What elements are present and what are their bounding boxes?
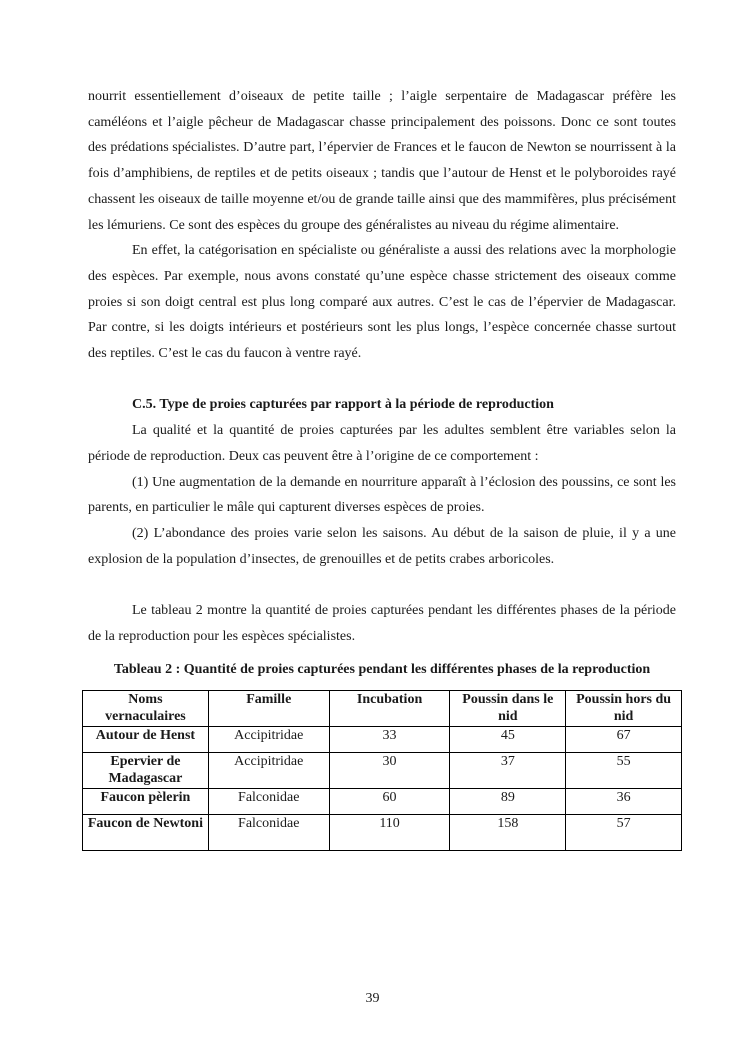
paragraph-4: (1) Une augmentation de la demande en nourriture apparaît à l’éclosion des poussins, ce sont les parents, en particulier le mâle qui capturent diverses espèces de proies. — [88, 474, 676, 516]
table-header-row — [83, 691, 682, 727]
page-number: 39 — [365, 991, 380, 1006]
incubation-cell: 30 — [329, 753, 450, 789]
fledgling-out-nest-cell: 67 — [566, 727, 682, 753]
table-row — [83, 753, 682, 789]
paragraph-5: (2) L’abondance des proies varie selon les saisons. Au début de la saison de pluie, il y a une explosion de la population d’insectes, de grenouilles et de petits crabes arboricoles. — [88, 525, 676, 567]
header-cell: Incubation — [329, 691, 450, 727]
fledgling-out-nest-cell: 55 — [566, 753, 682, 789]
nestling-in-nest-cell: 37 — [450, 753, 566, 789]
paragraph-1: nourrit essentiellement d’oiseaux de petite taille ; l’aigle serpentaire de Madagascar préfère les caméléons et l’aigle pêcheur de Madagascar chasse principalement des poissons. Donc ce sont toutes des prédations spécialistes. D’autre part, l’épervier de Frances et le faucon de Newton se nourrissent à la fois d’amphibiens, de reptiles et de petits oiseaux ; tandis que l’autour de Henst et le polyboroides rayé chassent les oiseaux de taille moyenne et/ou de grande taille ainsi que des mammifères, plus précisément les lémuriens. Ce sont des espèces du groupe des généralistes au niveau du régime alimentaire. — [88, 89, 676, 233]
nestling-in-nest-cell: 89 — [450, 789, 566, 815]
header-cell: Poussin dans le nid — [450, 691, 566, 727]
fledgling-out-nest-cell: 57 — [566, 815, 682, 851]
species-name-cell: Autour de Henst — [83, 727, 209, 753]
incubation-cell: 60 — [329, 789, 450, 815]
fledgling-out-nest-cell: 36 — [566, 789, 682, 815]
table-row — [83, 789, 682, 815]
family-cell: Accipitridae — [208, 727, 329, 753]
header-cell: Noms vernaculaires — [83, 691, 209, 727]
nestling-in-nest-cell: 45 — [450, 727, 566, 753]
header-cell: Poussin hors du nid — [566, 691, 682, 727]
paragraph-3: La qualité et la quantité de proies capturées par les adultes semblent être variables selon la période de reproduction. Deux cas peuvent être à l’origine de ce comportement : — [88, 423, 676, 464]
table-row — [83, 727, 682, 753]
header-cell: Famille — [208, 691, 329, 727]
nestling-in-nest-cell: 158 — [450, 815, 566, 851]
incubation-cell: 33 — [329, 727, 450, 753]
family-cell: Falconidae — [208, 789, 329, 815]
paragraph-2: En effet, la catégorisation en spécialiste ou généraliste a aussi des relations avec la morphologie des espèces. Par exemple, nous avons constaté qu’une espèce chasse strictement des oiseaux comme proies si son doigt central est plus long comparé aux autres. C’est le cas de l’épervier de Madagascar. Par contre, si les doigts intérieurs et postérieurs sont les plus longs, l’espèce concernée chasse surtout des reptiles. C’est le cas du faucon à ventre rayé. — [88, 243, 676, 362]
family-cell: Falconidae — [208, 815, 329, 851]
section-heading: C.5. Type de proies capturées par rapport à la période de reproduction — [132, 397, 554, 413]
table-row — [83, 815, 682, 851]
family-cell: Accipitridae — [208, 753, 329, 789]
species-name-cell: Faucon de Newtoni — [83, 815, 209, 851]
document-body — [88, 84, 676, 851]
table-caption: Tableau 2 : Quantité de proies capturées pendant les différentes phases de la reproduction — [113, 662, 651, 678]
incubation-cell: 110 — [329, 815, 450, 851]
prey-table — [82, 690, 682, 851]
species-name-cell: Epervier de Madagascar — [83, 753, 209, 789]
species-name-cell: Faucon pèlerin — [83, 789, 209, 815]
paragraph-6: Le tableau 2 montre la quantité de proies capturées pendant les différentes phases de la période de la reproduction pour les espèces spécialistes. — [88, 603, 676, 644]
